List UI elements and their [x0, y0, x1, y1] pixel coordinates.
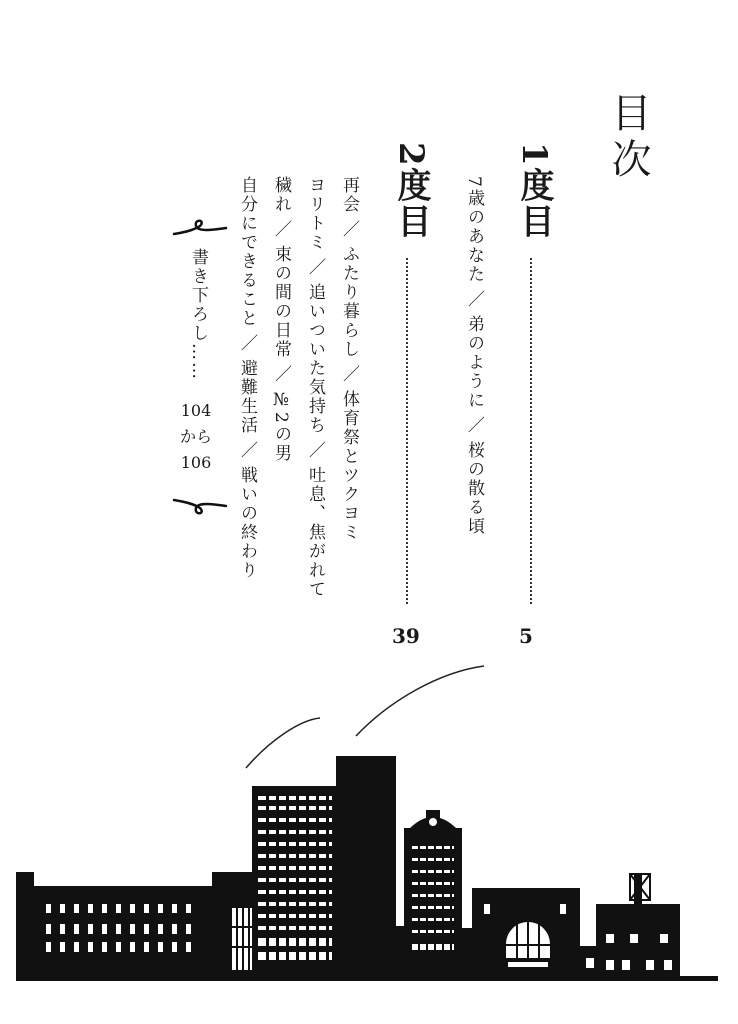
separator: ／	[464, 415, 484, 435]
separator: ／	[339, 365, 359, 384]
part-2-heading: 2度目	[391, 142, 431, 240]
part-1-heading: 1度目	[514, 142, 554, 240]
chapter-title: 7歳のあなた	[464, 176, 484, 284]
part-2-page-number: 39	[392, 624, 420, 648]
chapter-title: ふたり暮らし	[339, 245, 359, 359]
chapter-title: 避難生活	[237, 359, 257, 435]
separator: ／	[339, 220, 359, 239]
chapter-title: 桜の散る頃	[464, 440, 484, 536]
separator: ／	[237, 334, 257, 353]
page-title: 目次	[605, 92, 651, 184]
chapter-title: ヨリトミ	[305, 176, 325, 252]
chapter-title: 弟のように	[464, 314, 484, 410]
chapter-title: 戦いの終わり	[237, 466, 257, 580]
separator: ／	[305, 258, 325, 277]
chapter-title: 穢れ	[271, 176, 291, 214]
chapter-title: №2の男	[271, 390, 291, 463]
separator: ／	[305, 441, 325, 460]
separator: ／	[271, 365, 291, 384]
separator: ／	[237, 441, 257, 460]
chapter-title: 再会	[339, 176, 359, 214]
part-1-page-number: 5	[519, 624, 533, 648]
bonus-range-end: 106	[180, 453, 212, 472]
chapter-title: 追いついた気持ち	[305, 283, 325, 435]
chapter-title: 吐息、焦がれて	[305, 466, 325, 599]
bonus-range-start: 104	[180, 401, 212, 420]
bonus-range-mid: から	[179, 427, 212, 446]
bonus-label: 書き下ろし……	[188, 248, 208, 381]
chapter-title: 束の間の日常	[271, 245, 291, 359]
separator: ／	[271, 220, 291, 239]
separator: ／	[464, 289, 484, 309]
chapter-title: 自分にできること	[237, 176, 257, 328]
chapter-title: 体育祭とツクヨミ	[339, 390, 359, 542]
